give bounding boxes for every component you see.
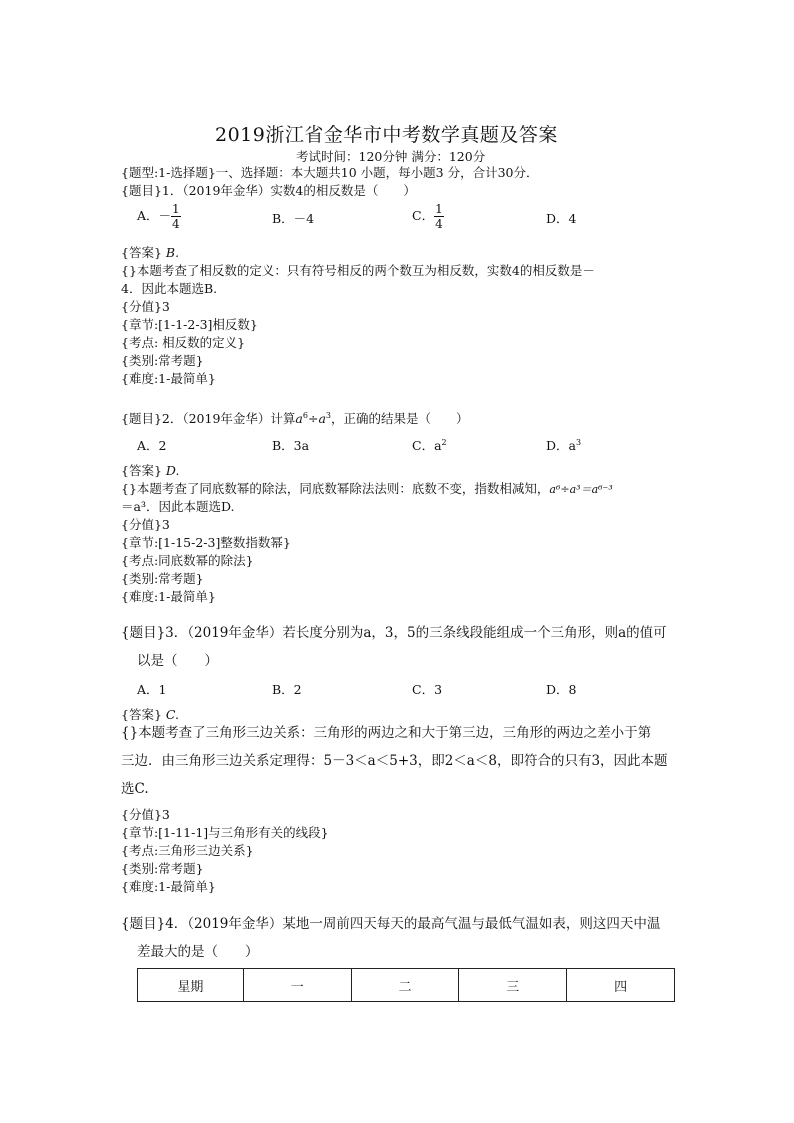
q1-answer	[121, 244, 179, 262]
table-header-row	[138, 969, 675, 1002]
table-header-cell: 星期	[138, 969, 244, 1002]
q3-category: {类别:常考题}	[121, 861, 204, 876]
q1-category: {类别:常考题}	[121, 353, 204, 368]
q2-chapter: {章节:[1-15-2-3]整数指数幂}	[121, 535, 291, 550]
q3-answer	[121, 706, 179, 724]
q3-score: {分值}3	[121, 807, 170, 822]
q1-explanation-2: 4．因此本题选B.	[121, 281, 218, 296]
q1-score: {分值}3	[121, 299, 170, 314]
q2-stem-exponent-1: 6	[302, 411, 308, 420]
q2-explanation-1-text: {}本题考查了同底数幂的除法，同底数幂除法法则：底数不变，指数相减知，	[121, 481, 550, 496]
q2-explanation-1-math: a⁶÷a³＝a⁶⁻³	[549, 483, 613, 496]
q1-option-c-prefix: C．	[412, 208, 435, 223]
q2-stem-base-1: a	[295, 411, 303, 426]
q3-knowledge-point: {考点:三角形三边关系}	[121, 843, 254, 858]
table-header-cell: 四	[567, 969, 675, 1002]
q1-option-a-denominator: 4	[172, 217, 180, 231]
q2-option-d-text: D．a	[546, 438, 576, 453]
table-header-cell: 三	[459, 969, 567, 1002]
q2-answer-label: {答案}	[121, 463, 162, 478]
q1-option-a-fraction	[171, 202, 181, 231]
q2-option-c	[412, 436, 447, 454]
q1-option-d: D．4	[546, 211, 577, 226]
section-heading: {题型:1-选择题}一、选择题：本大题共10 小题，每小题3 分，合计30分．	[121, 165, 539, 180]
q2-answer	[121, 462, 179, 480]
q2-knowledge-point: {考点:同底数幂的除法}	[121, 553, 254, 568]
q2-stem	[121, 407, 469, 428]
table-header-cell: 一	[243, 969, 351, 1002]
page-title: 2019浙江省金华市中考数学真题及答案	[215, 124, 558, 146]
q2-option-c-text: C．a	[412, 438, 442, 453]
q1-difficulty: {难度:1-最简单}	[121, 371, 216, 386]
q2-answer-value: D.	[165, 463, 180, 478]
table-header-cell: 二	[351, 969, 459, 1002]
q3-answer-label: {答案}	[121, 707, 162, 722]
q1-stem: {题目}1．（2019年金华）实数4的相反数是（ ）	[121, 183, 416, 198]
q2-category: {类别:常考题}	[121, 571, 204, 586]
q2-stem-base-2: a	[318, 411, 326, 426]
q1-option-a-prefix: A．－	[137, 208, 172, 223]
q2-stem-divide: ÷	[307, 411, 319, 426]
q3-difficulty: {难度:1-最简单}	[121, 879, 216, 894]
q3-option-a: A．1	[137, 682, 167, 697]
q1-explanation-1: {}本题考查了相反数的定义：只有符号相反的两个数互为相反数，实数4的相反数是－	[121, 263, 595, 278]
q1-option-a	[137, 202, 181, 231]
q2-stem-prefix: {题目}2．（2019年金华）计算	[121, 411, 296, 426]
q1-option-a-numerator: 1	[172, 202, 180, 216]
q1-answer-label: {答案}	[121, 245, 162, 260]
q2-explanation-1	[121, 480, 613, 499]
q1-option-c	[412, 202, 444, 231]
q2-difficulty: {难度:1-最简单}	[121, 589, 216, 604]
exam-info: 考试时间：120分钟 满分：120分	[296, 149, 486, 164]
q3-answer-value: C.	[165, 707, 179, 722]
q3-stem-line-2: 以是（ ）	[137, 653, 218, 669]
q3-option-d: D．8	[546, 682, 577, 697]
q4-stem-line-2: 差最大的是（ ）	[137, 944, 259, 960]
q3-explanation-3: 选C.	[121, 781, 149, 797]
q2-option-b: B．3a	[272, 438, 310, 453]
temperature-table	[137, 968, 675, 1002]
q3-stem-line-1: {题目}3．（2019年金华）若长度分别为a，3，5的三条线段能组成一个三角形，则a的值可	[121, 625, 667, 641]
q1-option-b: B．－4	[272, 211, 315, 226]
q3-explanation-1: {}本题考查了三角形三边关系：三角形的两边之和大于第三边，三角形的两边之差小于第	[121, 725, 652, 741]
q2-option-a: A．2	[137, 438, 167, 453]
q3-option-c: C．3	[412, 682, 443, 697]
q1-chapter: {章节:[1-1-2-3]相反数}	[121, 317, 258, 332]
q1-answer-value: B.	[165, 245, 180, 260]
q1-option-c-fraction	[434, 202, 444, 231]
q2-option-d-exponent: 3	[575, 438, 582, 447]
q2-score: {分值}3	[121, 517, 170, 532]
q3-chapter: {章节:[1-11-1]与三角形有关的线段}	[121, 825, 329, 840]
q3-option-b: B．2	[272, 682, 302, 697]
q2-option-d	[546, 436, 581, 454]
q2-explanation-2: ＝a³．因此本题选D.	[121, 499, 235, 514]
q4-stem-line-1: {题目}4．（2019年金华）某地一周前四天每天的最高气温与最低气温如表，则这四天中温	[121, 916, 661, 932]
q2-option-c-exponent: 2	[441, 438, 447, 447]
q2-stem-suffix: ，正确的结果是（ ）	[331, 411, 469, 426]
q3-explanation-2: 三边．由三角形三边关系定理得：5－3＜a＜5+3，即2＜a＜8，即符合的只有3，因此本题	[121, 753, 668, 769]
q1-knowledge-point: {考点: 相反数的定义}	[121, 335, 246, 350]
q2-stem-exponent-2: 3	[325, 411, 331, 420]
q1-option-c-numerator: 1	[435, 202, 443, 216]
q1-option-c-denominator: 4	[435, 217, 443, 231]
